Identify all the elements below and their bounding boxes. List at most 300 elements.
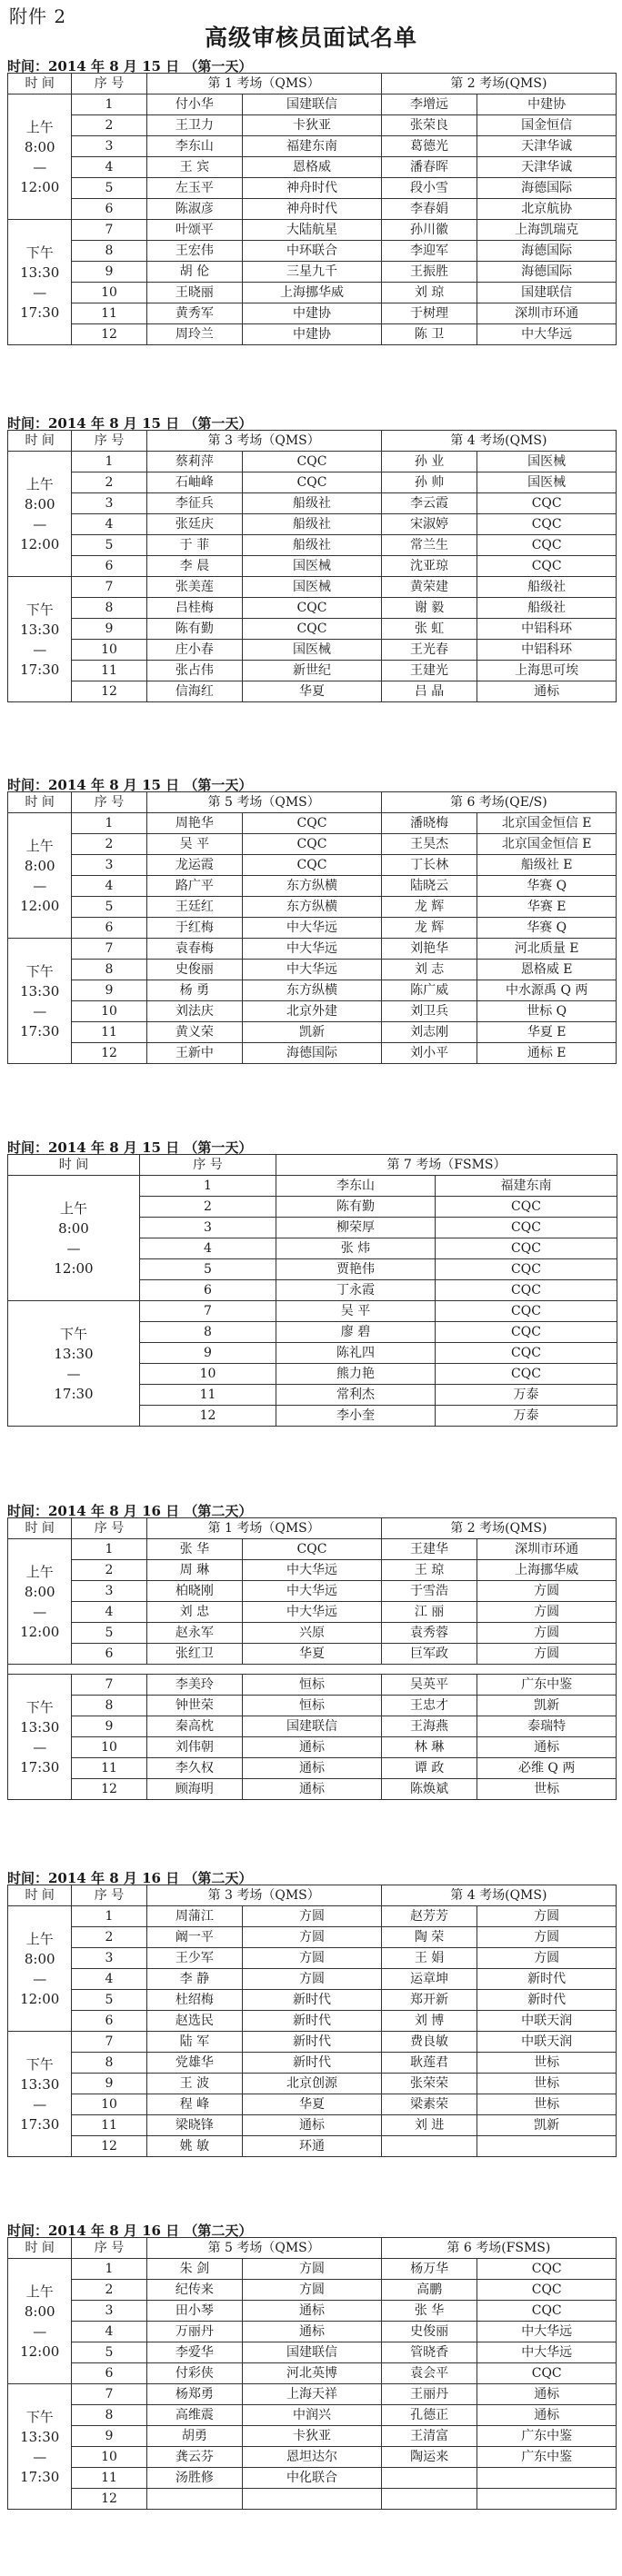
name-cell: 王 宾: [146, 157, 243, 178]
name-cell: 刘小平: [381, 1043, 477, 1064]
name-cell: 段小雪: [381, 178, 477, 199]
table-row: [8, 2468, 617, 2489]
name-cell: 王 琼: [381, 1560, 477, 1581]
morning-time-cell: 上午 8:00 — 12:00: [8, 1176, 140, 1301]
org-cell: 中联天润: [477, 2032, 617, 2053]
org-cell: 方圆: [477, 1927, 617, 1948]
name-cell: 王振胜: [381, 262, 477, 283]
name-cell: 阚一平: [146, 1927, 243, 1948]
name-cell: 刘艳华: [381, 939, 477, 960]
org-cell: 中大华远: [243, 1560, 382, 1581]
seq-cell: 9: [140, 1343, 276, 1364]
org-cell: 通标: [477, 1737, 617, 1758]
name-cell: 赵选民: [146, 2011, 243, 2032]
name-cell: 陆晓云: [381, 876, 477, 897]
org-cell: 通标: [477, 2384, 617, 2405]
org-cell: 华赛 Q: [477, 876, 617, 897]
seq-cell: 10: [72, 283, 146, 303]
seq-cell: 8: [72, 1696, 146, 1716]
table-row: [8, 157, 617, 178]
name-cell: 周 琳: [146, 1560, 243, 1581]
name-cell: 运章坤: [381, 1969, 477, 1990]
org-cell: 世标: [477, 1779, 617, 1800]
org-cell: CQC: [243, 619, 382, 640]
name-cell: 石岫峰: [146, 472, 243, 493]
table-row: [8, 452, 617, 472]
org-cell: 卡狄亚: [243, 2426, 382, 2447]
name-cell: 李爱华: [146, 2342, 243, 2363]
org-cell: 恩格威: [243, 157, 382, 178]
table-row: [8, 1758, 617, 1779]
org-cell: 华夏: [243, 681, 382, 702]
name-cell: 张荣良: [381, 115, 477, 136]
name-cell: 赵永军: [146, 1623, 243, 1644]
table-header-row: [8, 431, 617, 452]
org-cell: 东方纵横: [243, 980, 382, 1001]
seq-cell: 6: [72, 2011, 146, 2032]
org-cell: 新时代: [243, 2011, 382, 2032]
org-cell: 华赛 Q: [477, 918, 617, 939]
table-row: [8, 535, 617, 556]
name-cell: 潘晓梅: [381, 813, 477, 834]
table-row: [8, 1301, 617, 1322]
org-cell: 通标: [477, 2405, 617, 2426]
org-cell: 方圆: [243, 1948, 382, 1969]
org-cell: 世标: [477, 2094, 617, 2115]
name-cell: 柳荣厚: [276, 1218, 436, 1238]
name-cell: 左玉平: [146, 178, 243, 199]
table-row: [8, 813, 617, 834]
org-cell: 新时代: [477, 1969, 617, 1990]
schedule-table: [7, 791, 617, 1064]
schedule-table: [7, 1154, 617, 1427]
seq-cell: 4: [72, 157, 146, 178]
table-row: [8, 1906, 617, 1927]
org-cell: CQC: [436, 1238, 617, 1259]
org-cell: CQC: [243, 834, 382, 855]
org-cell: 中建协: [477, 94, 617, 115]
seq-cell: 7: [72, 1675, 146, 1696]
table-row: [8, 681, 617, 702]
org-cell: 神舟时代: [243, 178, 382, 199]
table-row: [8, 2053, 617, 2074]
table-gap-row: [8, 1665, 617, 1675]
afternoon-time-cell: 下午 13:30 — 17:30: [8, 939, 72, 1064]
name-cell: 张美莲: [146, 577, 243, 598]
seq-cell: 12: [72, 1043, 146, 1064]
schedule-table: [7, 1517, 617, 1800]
name-cell: 丁永霞: [276, 1280, 436, 1301]
org-cell: 方圆: [243, 2259, 382, 2280]
afternoon-time-cell: 下午 13:30 — 17:30: [8, 2384, 72, 2510]
name-cell: 李征兵: [146, 493, 243, 514]
seq-cell: 1: [72, 452, 146, 472]
name-cell: 谢 毅: [381, 598, 477, 619]
org-cell: 广东中鉴: [477, 2426, 617, 2447]
org-cell: 中建协: [243, 303, 382, 324]
seq-cell: 2: [72, 115, 146, 136]
org-cell: 中水源禹 Q 两: [477, 980, 617, 1001]
name-cell: 陆 军: [146, 2032, 243, 2053]
table-row: [8, 2405, 617, 2426]
table-row: [8, 980, 617, 1001]
org-cell: 国医械: [477, 472, 617, 493]
afternoon-time-cell: 下午 13:30 — 17:30: [8, 1675, 72, 1800]
room-header: 第 5 考场（QMS）: [146, 2238, 381, 2259]
table-row: [8, 1043, 617, 1064]
name-cell: 常兰生: [381, 535, 477, 556]
org-cell: 中建协: [243, 324, 382, 345]
seq-cell: 3: [140, 1218, 276, 1238]
name-cell: 吴 平: [276, 1301, 436, 1322]
org-cell: CQC: [243, 1539, 382, 1560]
seq-cell: 3: [72, 493, 146, 514]
org-cell: 通标: [243, 1758, 382, 1779]
table-row: [8, 556, 617, 577]
org-cell: 上海凯瑞克: [477, 220, 617, 241]
org-cell: 新时代: [243, 2053, 382, 2074]
seq-cell: 6: [72, 199, 146, 220]
table-row: [8, 960, 617, 980]
name-cell: 陈礼四: [276, 1343, 436, 1364]
time-header: 时 间: [8, 1885, 72, 1906]
table-header-row: [8, 1155, 617, 1176]
name-cell: 于红梅: [146, 918, 243, 939]
seq-cell: 2: [72, 834, 146, 855]
name-cell: 袁会平: [381, 2363, 477, 2384]
org-cell: CQC: [477, 2259, 617, 2280]
table-header-row: [8, 74, 617, 94]
org-cell: CQC: [436, 1322, 617, 1343]
org-cell: [243, 2489, 382, 2510]
table-row: [8, 324, 617, 345]
name-cell: 黄秀军: [146, 303, 243, 324]
name-cell: 张红卫: [146, 1644, 243, 1665]
seq-header: 序 号: [72, 1518, 146, 1539]
name-cell: 刘 进: [381, 2115, 477, 2136]
name-cell: 张 华: [381, 2301, 477, 2322]
name-cell: 庄小春: [146, 640, 243, 661]
seq-header: 序 号: [72, 431, 146, 452]
org-cell: 华赛 E: [477, 897, 617, 918]
table-row: [8, 262, 617, 283]
table-row: [8, 1737, 617, 1758]
seq-cell: 10: [72, 2447, 146, 2468]
seq-cell: 6: [72, 1644, 146, 1665]
name-cell: 李 晨: [146, 556, 243, 577]
name-cell: 龚云芬: [146, 2447, 243, 2468]
table-row: [8, 640, 617, 661]
org-cell: 通标: [243, 1737, 382, 1758]
org-cell: 中润兴: [243, 2405, 382, 2426]
org-cell: 海德国际: [477, 241, 617, 262]
table-row: [8, 2136, 617, 2157]
seq-cell: 3: [72, 2301, 146, 2322]
org-cell: CQC: [436, 1280, 617, 1301]
morning-time-cell: 上午 8:00 — 12:00: [8, 1539, 72, 1665]
name-cell: 王清富: [381, 2426, 477, 2447]
name-cell: 吕桂梅: [146, 598, 243, 619]
org-cell: 船级社: [477, 577, 617, 598]
org-cell: 凯新: [477, 2115, 617, 2136]
org-cell: CQC: [436, 1343, 617, 1364]
table-header-row: [8, 1885, 617, 1906]
table-row: [8, 619, 617, 640]
name-cell: 刘法庆: [146, 1001, 243, 1022]
seq-cell: 3: [72, 855, 146, 876]
table-row: [8, 472, 617, 493]
org-cell: 大陆航星: [243, 220, 382, 241]
org-cell: 中铝科环: [477, 640, 617, 661]
seq-cell: 11: [72, 661, 146, 681]
attachment-label: 附件 2: [9, 5, 67, 27]
org-cell: 深圳市环通: [477, 1539, 617, 1560]
seq-cell: 10: [72, 1737, 146, 1758]
seq-cell: 8: [72, 598, 146, 619]
org-cell: 方圆: [477, 1906, 617, 1927]
org-cell: 中铝科环: [477, 619, 617, 640]
table-row: [8, 1675, 617, 1696]
room-header: 第 3 考场（QMS）: [146, 431, 381, 452]
table-row: [8, 598, 617, 619]
org-cell: 华夏: [243, 2094, 382, 2115]
seq-cell: 2: [72, 1927, 146, 1948]
name-cell: 熊力艳: [276, 1364, 436, 1385]
name-cell: 王丽丹: [381, 2384, 477, 2405]
table-row: [8, 199, 617, 220]
name-cell: 张 炜: [276, 1238, 436, 1259]
name-cell: 刘志刚: [381, 1022, 477, 1043]
schedule-table: [7, 430, 617, 702]
org-cell: 中大华远: [477, 2322, 617, 2342]
table-row: [8, 897, 617, 918]
block-date-caption: 时间：2014 年 8 月 16 日 （第二天）: [7, 2223, 253, 2239]
name-cell: 廖 碧: [276, 1322, 436, 1343]
time-header: 时 间: [8, 1155, 140, 1176]
table-header-row: [8, 2238, 617, 2259]
name-cell: 张荣荣: [381, 2074, 477, 2094]
org-cell: 东方纵横: [243, 876, 382, 897]
name-cell: 万丽丹: [146, 2322, 243, 2342]
gap-cell: [8, 1665, 617, 1675]
table-row: [8, 283, 617, 303]
time-header: 时 间: [8, 74, 72, 94]
room-header: 第 5 考场（QMS）: [146, 792, 381, 813]
table-row: [8, 1969, 617, 1990]
room-header: 第 2 考场(QMS): [381, 1518, 616, 1539]
org-cell: 国医械: [477, 452, 617, 472]
table-row: [8, 855, 617, 876]
seq-cell: 7: [72, 220, 146, 241]
org-cell: CQC: [436, 1259, 617, 1280]
org-cell: 万泰: [436, 1406, 617, 1427]
schedule-table: [7, 1885, 617, 2157]
name-cell: 周玲兰: [146, 324, 243, 345]
seq-cell: 4: [72, 514, 146, 535]
org-cell: 通标: [243, 1779, 382, 1800]
table-row: [8, 2489, 617, 2510]
org-cell: 方圆: [477, 1623, 617, 1644]
table-row: [8, 1560, 617, 1581]
seq-cell: 6: [72, 2363, 146, 2384]
org-cell: 通标: [243, 2322, 382, 2342]
seq-cell: 3: [72, 136, 146, 157]
org-cell: 上海天祥: [243, 2384, 382, 2405]
name-cell: 李美玲: [146, 1675, 243, 1696]
org-cell: 卡狄亚: [243, 115, 382, 136]
table-row: [8, 2011, 617, 2032]
table-row: [8, 939, 617, 960]
name-cell: 高鹏: [381, 2280, 477, 2301]
seq-header: 序 号: [72, 1885, 146, 1906]
name-cell: 梁晓锋: [146, 2115, 243, 2136]
table-row: [8, 661, 617, 681]
table-row: [8, 1623, 617, 1644]
table-row: [8, 241, 617, 262]
org-cell: 泰瑞特: [477, 1716, 617, 1737]
name-cell: 王光春: [381, 640, 477, 661]
org-cell: 船级社: [243, 493, 382, 514]
org-cell: 中联天润: [477, 2011, 617, 2032]
name-cell: 王廷红: [146, 897, 243, 918]
name-cell: 孙 帅: [381, 472, 477, 493]
name-cell: 贾艳伟: [276, 1259, 436, 1280]
name-cell: 龙 辉: [381, 897, 477, 918]
name-cell: 姚 敏: [146, 2136, 243, 2157]
seq-cell: 4: [72, 1602, 146, 1623]
table-row: [8, 2363, 617, 2384]
seq-cell: 2: [72, 2280, 146, 2301]
name-cell: 李 静: [146, 1969, 243, 1990]
name-cell: 田小琴: [146, 2301, 243, 2322]
name-cell: 秦高枕: [146, 1716, 243, 1737]
name-cell: 龙 辉: [381, 918, 477, 939]
org-cell: 万泰: [436, 1385, 617, 1406]
name-cell: 周蒲江: [146, 1906, 243, 1927]
afternoon-time-cell: 下午 13:30 — 17:30: [8, 220, 72, 345]
name-cell: 王忠才: [381, 1696, 477, 1716]
org-cell: 中大华远: [243, 918, 382, 939]
name-cell: 杜绍梅: [146, 1990, 243, 2011]
org-cell: 恒标: [243, 1675, 382, 1696]
seq-cell: 12: [72, 2489, 146, 2510]
org-cell: 天津华诚: [477, 136, 617, 157]
org-cell: 必维 Q 两: [477, 1758, 617, 1779]
seq-cell: 8: [72, 960, 146, 980]
name-cell: 王晓丽: [146, 283, 243, 303]
name-cell: 陈焕斌: [381, 1779, 477, 1800]
seq-cell: 5: [72, 178, 146, 199]
org-cell: 方圆: [477, 1948, 617, 1969]
name-cell: 陈有勤: [146, 619, 243, 640]
table-row: [8, 2032, 617, 2053]
org-cell: 国医械: [243, 640, 382, 661]
table-row: [8, 918, 617, 939]
name-cell: 管晓香: [381, 2342, 477, 2363]
org-cell: 国医械: [243, 577, 382, 598]
table-row: [8, 178, 617, 199]
seq-cell: 11: [72, 2115, 146, 2136]
name-cell: 孔德正: [381, 2405, 477, 2426]
org-cell: 中大华远: [243, 939, 382, 960]
org-cell: CQC: [477, 493, 617, 514]
name-cell: 刘 忠: [146, 1602, 243, 1623]
name-cell: 张占伟: [146, 661, 243, 681]
seq-cell: 1: [72, 813, 146, 834]
seq-cell: 7: [72, 939, 146, 960]
name-cell: 刘伟朝: [146, 1737, 243, 1758]
org-cell: 华夏: [243, 1644, 382, 1665]
org-cell: 国金恒信: [477, 115, 617, 136]
seq-cell: 8: [140, 1322, 276, 1343]
org-cell: 中化联合: [243, 2468, 382, 2489]
org-cell: 方圆: [243, 1969, 382, 1990]
seq-header: 序 号: [72, 2238, 146, 2259]
schedule-table: [7, 2237, 617, 2510]
org-cell: 兴原: [243, 1623, 382, 1644]
org-cell: 东方纵横: [243, 897, 382, 918]
org-cell: 新时代: [243, 1990, 382, 2011]
name-cell: 陈 卫: [381, 324, 477, 345]
org-cell: 船级社: [477, 598, 617, 619]
org-cell: 方圆: [477, 1602, 617, 1623]
table-row: [8, 876, 617, 897]
room-header: 第 6 考场(QE/S): [381, 792, 616, 813]
name-cell: 周艳华: [146, 813, 243, 834]
org-cell: 华夏 E: [477, 1022, 617, 1043]
name-cell: 梁素荣: [381, 2094, 477, 2115]
seq-cell: 9: [72, 980, 146, 1001]
table-row: [8, 2322, 617, 2342]
org-cell: [477, 2136, 617, 2157]
seq-cell: 1: [72, 94, 146, 115]
name-cell: 王海燕: [381, 1716, 477, 1737]
table-header-row: [8, 792, 617, 813]
seq-cell: 11: [72, 2468, 146, 2489]
seq-cell: 2: [140, 1197, 276, 1218]
org-cell: 北京外建: [243, 1001, 382, 1022]
name-cell: 柏晓刚: [146, 1581, 243, 1602]
name-cell: 陈淑彦: [146, 199, 243, 220]
name-cell: 李迎军: [381, 241, 477, 262]
name-cell: 纪传来: [146, 2280, 243, 2301]
name-cell: 杨万华: [381, 2259, 477, 2280]
table-row: [8, 2447, 617, 2468]
table-row: [8, 1176, 617, 1197]
seq-cell: 8: [72, 241, 146, 262]
morning-time-cell: 上午 8:00 — 12:00: [8, 452, 72, 577]
org-cell: 北京国金恒信 E: [477, 813, 617, 834]
org-cell: CQC: [243, 598, 382, 619]
org-cell: 新时代: [477, 1990, 617, 2011]
name-cell: 龙运霞: [146, 855, 243, 876]
seq-cell: 6: [72, 556, 146, 577]
seq-cell: 11: [140, 1385, 276, 1406]
name-cell: 巨军政: [381, 1644, 477, 1665]
name-cell: 史俊丽: [381, 2322, 477, 2342]
org-cell: 通标: [243, 2301, 382, 2322]
table-row: [8, 1539, 617, 1560]
name-cell: 汤胜修: [146, 2468, 243, 2489]
name-cell: 王建光: [381, 661, 477, 681]
org-cell: 通标: [243, 2115, 382, 2136]
table-row: [8, 577, 617, 598]
name-cell: 钟世荣: [146, 1696, 243, 1716]
org-cell: 海德国际: [477, 262, 617, 283]
seq-cell: 12: [72, 681, 146, 702]
name-cell: 宋淑婷: [381, 514, 477, 535]
room-header: 第 7 考场（FSMS）: [276, 1155, 617, 1176]
